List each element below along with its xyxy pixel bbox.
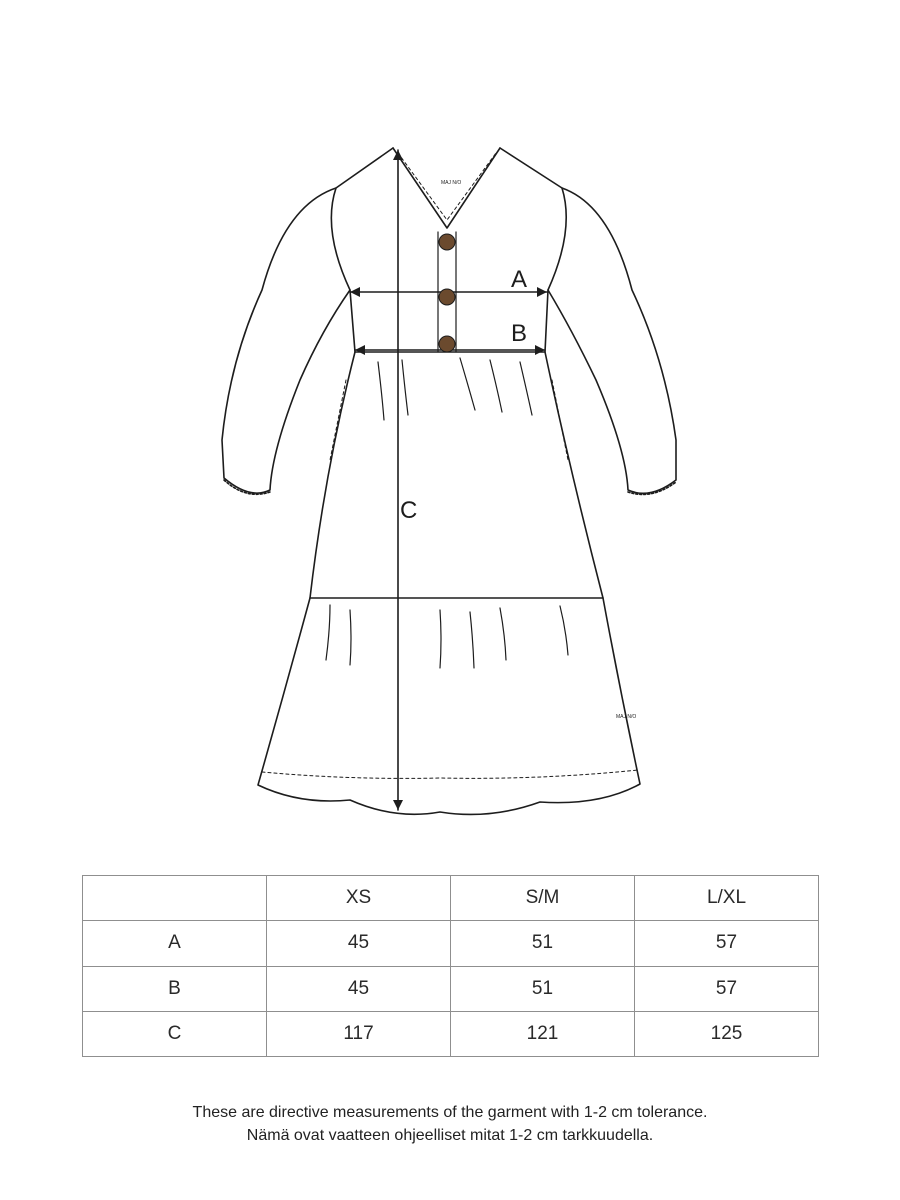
row-label: B	[83, 966, 267, 1011]
table-cell: 45	[267, 966, 451, 1011]
table-cell: 121	[451, 1011, 635, 1056]
right-sleeve	[548, 188, 676, 493]
neck-tag-label: MAJ N/O	[441, 180, 462, 186]
header-cell-sm: S/M	[451, 876, 635, 921]
lower-gathers	[326, 605, 568, 668]
table-cell: 45	[267, 921, 451, 966]
skirt-upper-tier	[310, 352, 603, 598]
upper-gathers	[378, 358, 532, 420]
arrow-b-right	[535, 345, 545, 355]
row-label: C	[83, 1011, 267, 1056]
label-b: B	[511, 320, 528, 347]
left-sleeve	[222, 188, 350, 493]
footnote-finnish: Nämä ovat vaatteen ohjeelliset mitat 1-2 cm tarkkuudella.	[246, 1127, 654, 1144]
table-cell: 51	[451, 966, 635, 1011]
neckline-inner	[398, 153, 496, 220]
row-label: A	[83, 921, 267, 966]
table-cell: 51	[451, 921, 635, 966]
table-row	[83, 1011, 819, 1056]
neckline	[393, 148, 500, 228]
table-cell: 57	[635, 966, 819, 1011]
table-cell: 117	[267, 1011, 451, 1056]
button-2	[439, 289, 455, 305]
hem-stitching	[262, 770, 638, 778]
table-cell: 125	[635, 1011, 819, 1056]
arrow-a-left	[350, 287, 360, 297]
table-row	[83, 966, 819, 1011]
header-cell-lxl: L/XL	[635, 876, 819, 921]
table-header-row	[83, 876, 819, 921]
header-cell-empty	[83, 876, 267, 921]
hem-tag-label: MAJ N/O	[616, 714, 637, 720]
left-pocket	[330, 380, 346, 460]
table-row	[83, 921, 819, 966]
arrow-b-left	[355, 345, 365, 355]
arrow-c-bottom	[393, 800, 403, 810]
arrow-a-right	[537, 287, 547, 297]
header-cell-xs: XS	[267, 876, 451, 921]
skirt-lower-tier	[258, 598, 640, 814]
button-1	[439, 234, 455, 250]
button-3	[439, 336, 455, 352]
label-c: C	[400, 497, 418, 524]
label-a: A	[511, 266, 528, 293]
table-cell: 57	[635, 921, 819, 966]
footnote-english: These are directive measurements of the garment with 1-2 cm tolerance.	[192, 1104, 708, 1121]
size-table	[82, 875, 819, 1057]
